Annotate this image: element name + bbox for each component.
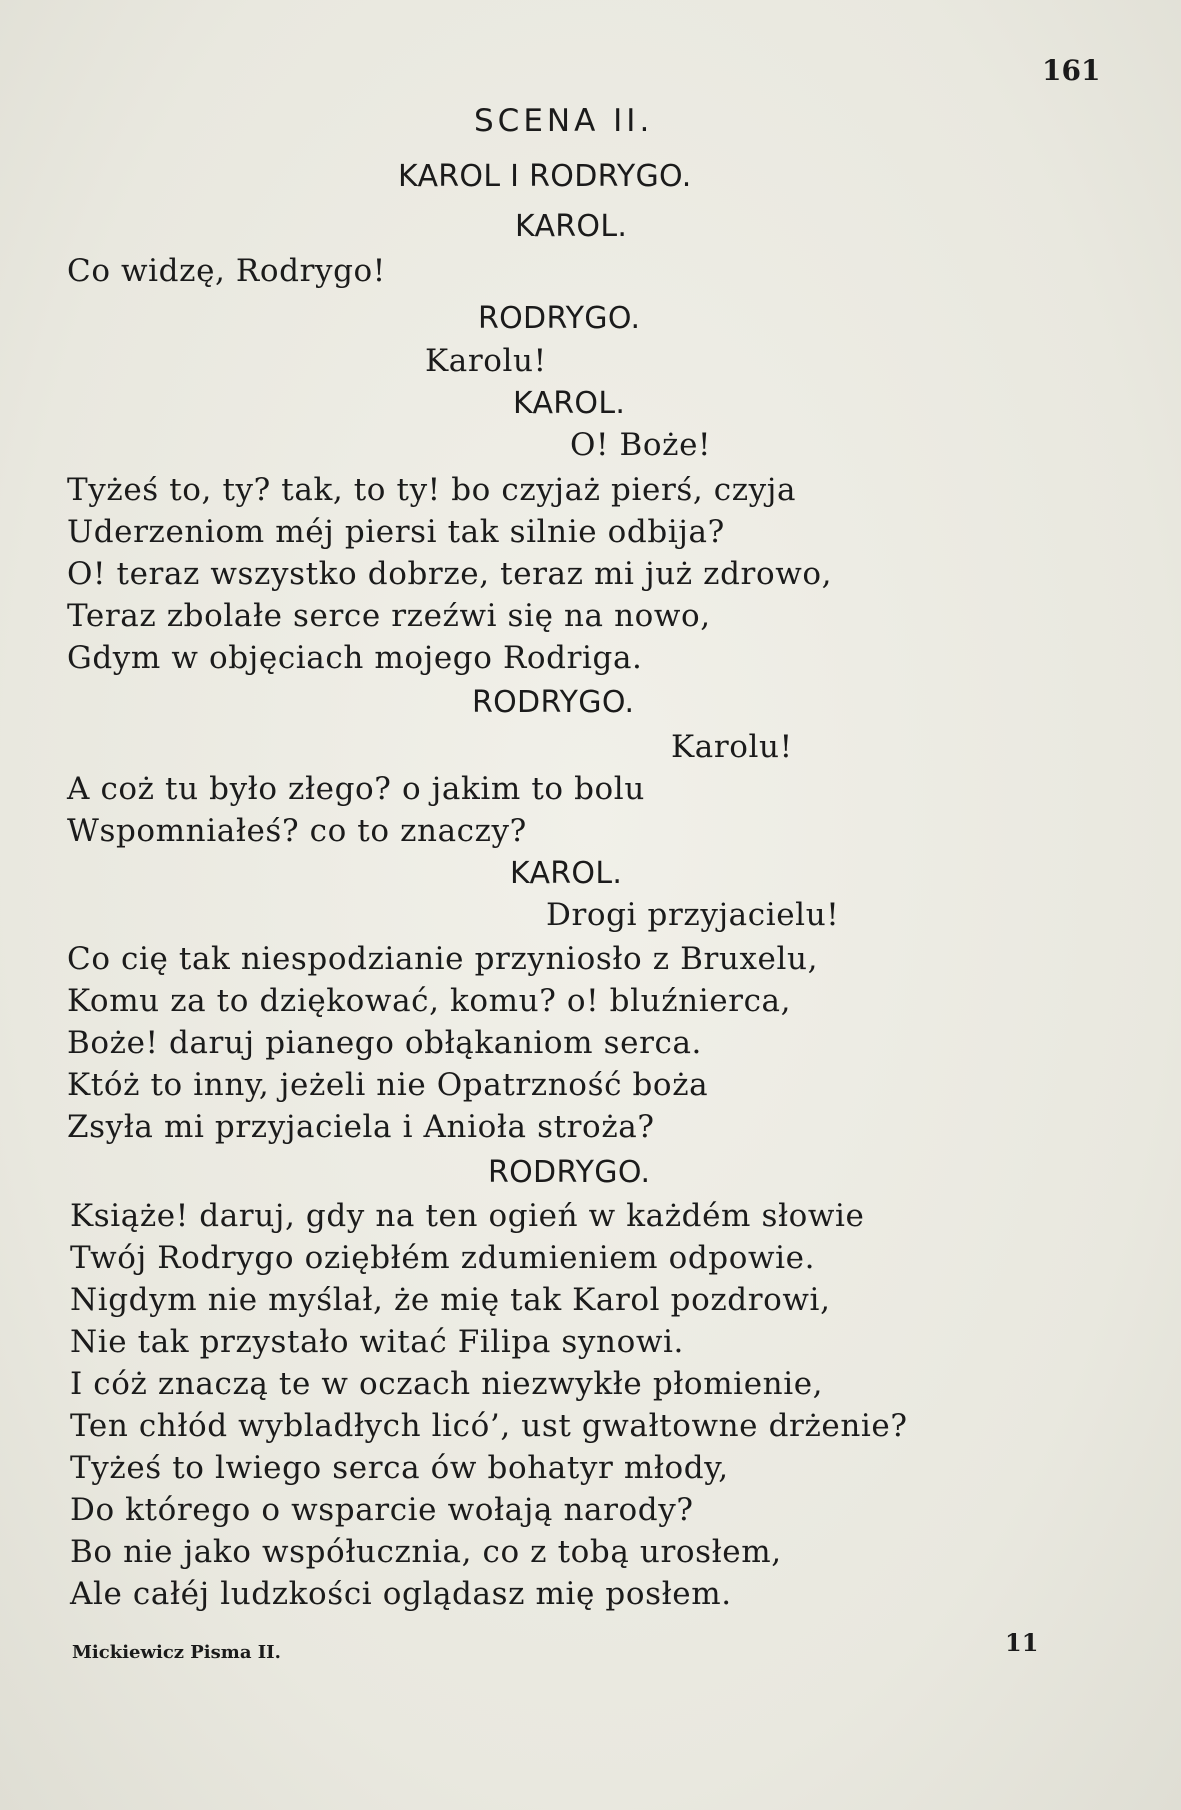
verse-line: Książe! daruj, gdy na ten ogień w każdém słowie	[70, 1198, 865, 1234]
verse-line: Tyżeś to lwiego serca ów bohatyr młody,	[70, 1450, 729, 1486]
verse-line: Bo nie jako współucznia, co z tobą urosłem,	[70, 1534, 782, 1570]
speaker-heading: KAROL.	[510, 856, 623, 891]
verse-line: A coż tu było złego? o jakim to bolu	[67, 771, 645, 807]
speaker-heading: RODRYGO.	[478, 301, 641, 336]
verse-line: Tyżeś to, ty? tak, to ty! bo czyjaż pierś, czyja	[67, 472, 797, 508]
verse-line: Nigdym nie myślał, że mię tak Karol pozdrowi,	[70, 1282, 831, 1318]
verse-line: Karolu!	[425, 343, 547, 379]
verse-line: Drogi przyjacielu!	[546, 897, 840, 933]
page-number: 161	[1042, 54, 1101, 87]
verse-line: Komu za to dziękować, komu? o! bluźnierca,	[67, 983, 792, 1019]
verse-line: Boże! daruj pianego obłąkaniom serca.	[67, 1025, 702, 1061]
scene-title: SCENA II.	[474, 103, 654, 139]
verse-line: Uderzeniom méj piersi tak silnie odbija?	[67, 514, 725, 550]
speaker-heading: KAROL.	[513, 386, 626, 421]
verse-line: Twój Rodrygo oziębłém zdumieniem odpowie.	[70, 1240, 816, 1276]
verse-line: Ale całéj ludzkości oglądasz mię posłem.	[70, 1576, 732, 1612]
verse-line: Nie tak przystało witać Filipa synowi.	[70, 1324, 684, 1360]
verse-line: Wspomniałeś? co to znaczy?	[67, 813, 527, 849]
speaker-heading: RODRYGO.	[472, 685, 635, 720]
verse-line: Ten chłód wybladłych licó’, ust gwałtowne drżenie?	[70, 1408, 908, 1444]
speaker-heading: RODRYGO.	[488, 1155, 651, 1190]
verse-line: O! teraz wszystko dobrze, teraz mi już zdrowo,	[67, 556, 833, 592]
verse-line: Co widzę, Rodrygo!	[67, 253, 386, 289]
verse-line: O! Boże!	[570, 427, 712, 463]
characters-heading: KAROL I RODRYGO.	[398, 159, 692, 194]
verse-line: Co cię tak niespodzianie przyniosło z Bruxelu,	[67, 941, 819, 977]
verse-line: Gdym w objęciach mojego Rodriga.	[67, 640, 643, 676]
footer-sheet-number: 11	[1005, 1628, 1039, 1657]
verse-line: Karolu!	[671, 729, 793, 765]
verse-line: Do którego o wsparcie wołają narody?	[70, 1492, 694, 1528]
verse-line: Któż to inny, jeżeli nie Opatrzność boża	[67, 1067, 709, 1103]
verse-line: Zsyła mi przyjaciela i Anioła stroża?	[67, 1109, 655, 1145]
verse-line: I cóż znaczą te w oczach niezwykłe płomienie,	[70, 1366, 824, 1402]
speaker-heading: KAROL.	[515, 209, 628, 244]
verse-line: Teraz zbolałe serce rzeźwi się na nowo,	[67, 598, 711, 634]
footer-signature: Mickiewicz Pisma II.	[72, 1642, 281, 1663]
